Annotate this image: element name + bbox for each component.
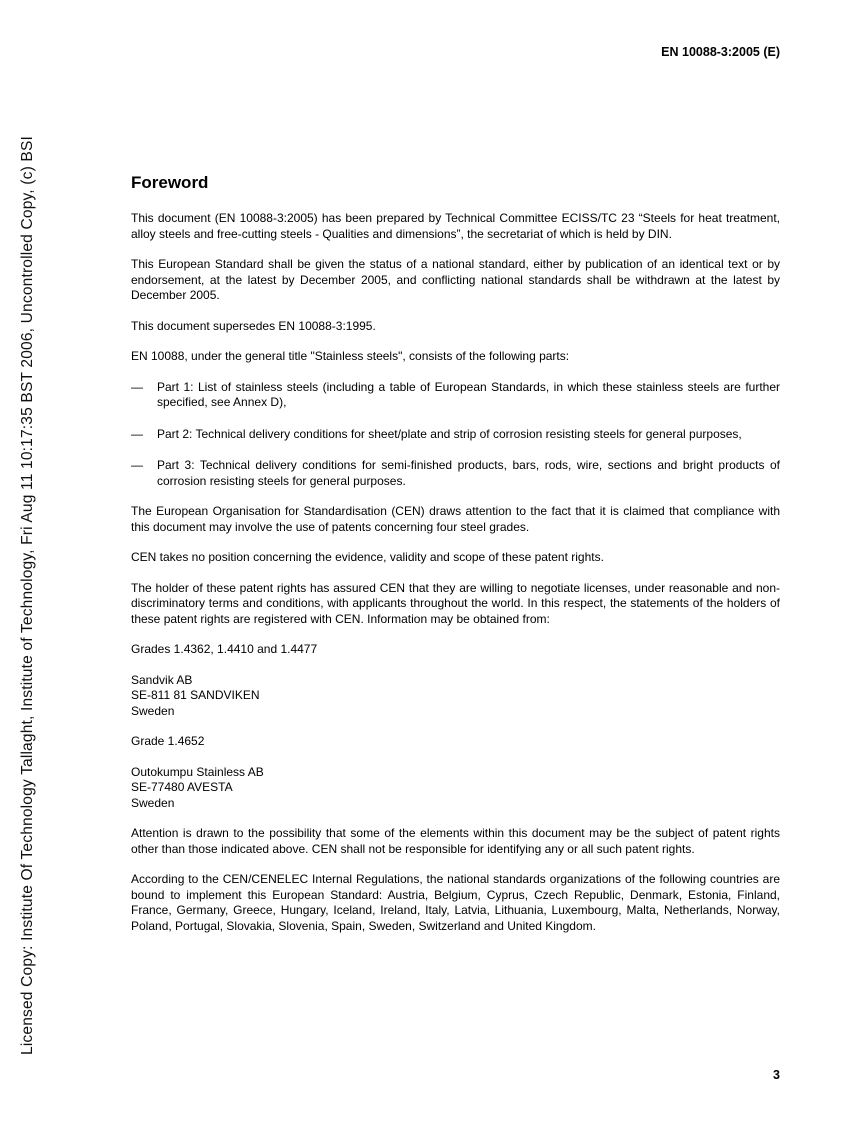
copyright-watermark: Licensed Copy: Institute Of Technology Tallaght, Institute of Technology, Fri Aug 11 10:17:35 BST 2006, Uncontrolled Copy, (c) BSI bbox=[19, 136, 36, 1055]
list-item bbox=[131, 380, 780, 411]
paragraph-status: This European Standard shall be given the status of a national standard, either by publication of an identical text or by endorsement, at the latest by December 2005, and conflicting national standards shall be withdrawn at the latest by December 2005. bbox=[131, 257, 780, 302]
paragraph-member-countries: According to the CEN/CENELEC Internal Regulations, the national standards organizations of the following countries are bound to implement this European Standard: Austria, Belgium, Cyprus, Czech Republic, Denmark, Estonia, Finland, France, Germany, Greece, Hungary, Iceland, Ireland, Italy, Latvia, Lithuania, Luxembourg, Malta, Netherlands, Norway, Poland, Portugal, Slovakia, Slovenia, Spain, Sweden, Switzerland and United Kingdom. bbox=[131, 872, 780, 933]
paragraph-cen-position: CEN takes no position concerning the evidence, validity and scope of these patent rights. bbox=[131, 550, 604, 564]
address-block-sandvik bbox=[131, 673, 780, 720]
list-item-text: Part 1: List of stainless steels (including a table of European Standards, in which these stainless steels are further specified, see Annex D), bbox=[157, 379, 780, 409]
address-block-outokumpu bbox=[131, 765, 780, 812]
grades-label-1: Grades 1.4362, 1.4410 and 1.4477 bbox=[131, 642, 318, 656]
paragraph-patent-holders: The holder of these patent rights has assured CEN that they are willing to negotiate licenses, under reasonable and non-discriminatory terms and conditions, with applicants throughout the world. In this respect, the statements of the holders of these patent rights are registered with CEN. Information may be obtained from: bbox=[131, 580, 780, 626]
page-title: Foreword bbox=[131, 173, 209, 192]
paragraph-patents-attention: The European Organisation for Standardisation (CEN) draws attention to the fact that it is claimed that compliance with this document may involve the use of patents concerning four steel grades. bbox=[131, 504, 780, 534]
address-country: Sweden bbox=[131, 703, 175, 718]
parts-list bbox=[131, 380, 780, 490]
list-item-text: Part 3: Technical delivery conditions for semi-finished products, bars, rods, wire, sections and bright products of corrosion resisting steels for general purposes. bbox=[157, 458, 780, 488]
list-item-text: Part 2: Technical delivery conditions for sheet/plate and strip of corrosion resisting steels for general purposes, bbox=[157, 426, 742, 441]
list-item bbox=[131, 458, 780, 489]
paragraph-parts-intro: EN 10088, under the general title "Stainless steels", consists of the following parts: bbox=[131, 349, 570, 363]
dash-bullet: — bbox=[131, 458, 143, 472]
dash-bullet: — bbox=[131, 426, 143, 441]
list-item bbox=[131, 427, 780, 443]
address-postal: SE-77480 AVESTA bbox=[131, 780, 233, 794]
foreword-section bbox=[131, 172, 780, 949]
paragraph-supersedes: This document supersedes EN 10088-3:1995. bbox=[131, 318, 376, 333]
page-number: 3 bbox=[773, 1068, 780, 1082]
address-company: Sandvik AB bbox=[131, 672, 193, 687]
paragraph-other-patents: Attention is drawn to the possibility that some of the elements within this document may be the subject of patent rights other than those indicated above. CEN shall not be responsible for identifying any or all such patent rights. bbox=[131, 826, 780, 856]
address-company: Outokumpu Stainless AB bbox=[131, 764, 264, 779]
grades-label-2: Grade 1.4652 bbox=[131, 734, 205, 748]
address-postal: SE-811 81 SANDVIKEN bbox=[131, 688, 260, 702]
document-reference: EN 10088-3:2005 (E) bbox=[661, 45, 780, 59]
dash-bullet: — bbox=[131, 379, 143, 394]
paragraph-preparation: This document (EN 10088-3:2005) has been prepared by Technical Committee ECISS/TC 23 “Steels for heat treatment, alloy steels and free-cutting steels - Qualities and dimensions”, the secretariat of which is held by DIN. bbox=[131, 211, 780, 241]
address-country: Sweden bbox=[131, 795, 175, 810]
